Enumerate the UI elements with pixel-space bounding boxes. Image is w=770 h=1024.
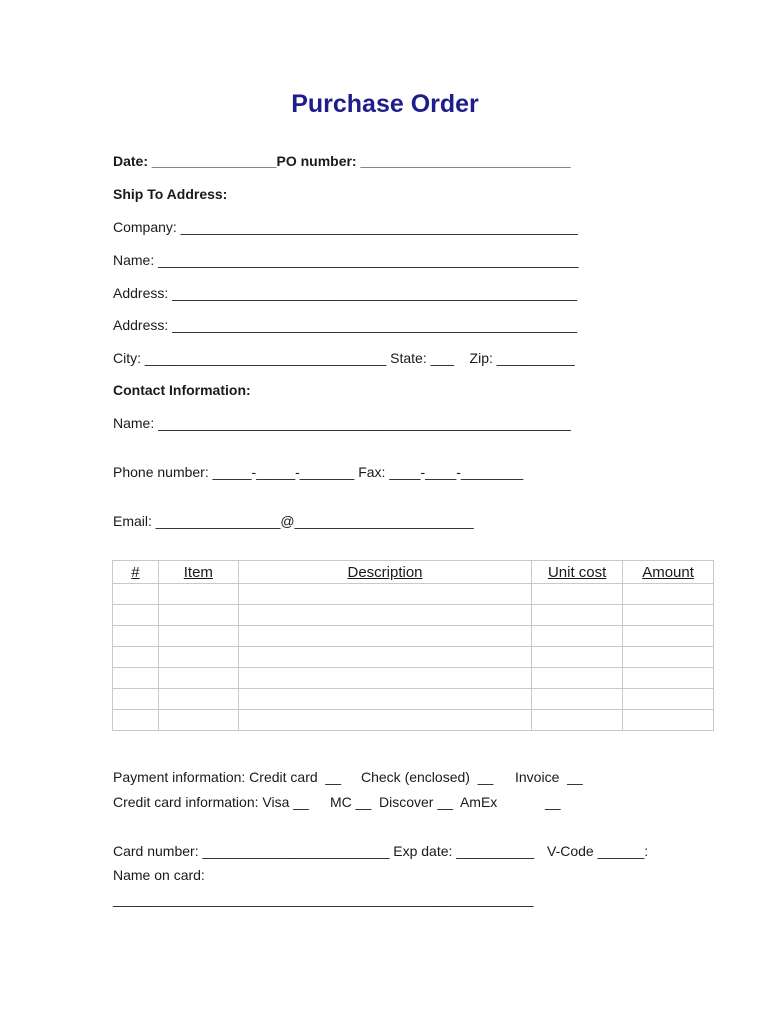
table-cell (238, 689, 531, 710)
table-row (113, 605, 714, 626)
table-cell (623, 605, 714, 626)
date-po-line: Date: ________________PO number: ___________________________ (113, 153, 571, 169)
ship-address1-line: Address: ____________________________________________________ (113, 285, 578, 301)
column-header-number: # (113, 561, 159, 584)
ship-to-heading: Ship To Address: (113, 186, 228, 202)
table-cell (113, 584, 159, 605)
ship-city-state-zip-line: City: _______________________________ State: ___ Zip: __________ (113, 350, 575, 366)
table-row (113, 584, 714, 605)
table-cell (623, 668, 714, 689)
table-cell (113, 605, 159, 626)
column-header-description: Description (238, 561, 531, 584)
name-on-card-line: ______________________________________________________ (113, 891, 534, 907)
contact-heading: Contact Information: (113, 382, 251, 398)
payment-method-credit-card: Payment information: Credit card __ (113, 769, 341, 785)
table-cell (532, 668, 623, 689)
table-row (113, 689, 714, 710)
document-title: Purchase Order (291, 90, 479, 118)
table-cell (623, 710, 714, 731)
table-row (113, 647, 714, 668)
table-cell (238, 605, 531, 626)
table-cell (158, 668, 238, 689)
table-cell (623, 626, 714, 647)
table-cell (113, 689, 159, 710)
table-cell (158, 584, 238, 605)
table-cell (623, 689, 714, 710)
table-cell (158, 626, 238, 647)
table-cell (158, 605, 238, 626)
table-cell (238, 626, 531, 647)
table-cell (532, 605, 623, 626)
table-cell (113, 710, 159, 731)
table-cell (158, 647, 238, 668)
table-cell (113, 626, 159, 647)
table-cell (158, 710, 238, 731)
table-cell (238, 710, 531, 731)
column-header-amount: Amount (623, 561, 714, 584)
table-cell (158, 689, 238, 710)
column-header-unit-cost: Unit cost (532, 561, 623, 584)
ship-company-line: Company: ___________________________________________________ (113, 219, 578, 235)
table-cell (532, 626, 623, 647)
table-row (113, 710, 714, 731)
card-type-visa: Credit card information: Visa __ (113, 794, 309, 810)
contact-phone-fax-line: Phone number: _____-_____-_______ Fax: ____-____-________ (113, 464, 524, 480)
table-cell (238, 668, 531, 689)
payment-method-check: Check (enclosed) __ (361, 769, 494, 785)
table-cell (623, 647, 714, 668)
order-items-table (112, 560, 714, 731)
table-cell (113, 647, 159, 668)
table-cell (113, 668, 159, 689)
table-cell (532, 710, 623, 731)
contact-name-line: Name: _____________________________________________________ (113, 415, 571, 431)
card-type-mc-discover-amex: MC __ Discover __ AmEx (330, 794, 498, 810)
ship-address2-line: Address: ____________________________________________________ (113, 317, 578, 333)
table-cell (532, 647, 623, 668)
table-cell (238, 584, 531, 605)
name-on-card-label: Name on card: (113, 867, 205, 883)
table-cell (532, 584, 623, 605)
table-cell (532, 689, 623, 710)
contact-email-line: Email: ________________@_______________________ (113, 513, 474, 529)
payment-method-invoice: Invoice __ (515, 769, 583, 785)
column-header-item: Item (158, 561, 238, 584)
table-row (113, 626, 714, 647)
table-row (113, 668, 714, 689)
table-cell (623, 584, 714, 605)
ship-name-line: Name: ______________________________________________________ (113, 252, 579, 268)
table-header-row (113, 561, 714, 584)
vcode-line: V-Code ______: (547, 843, 649, 859)
card-type-amex-blank: __ (545, 794, 561, 810)
table-cell (238, 647, 531, 668)
card-number-exp-line: Card number: ________________________ Exp date: __________ (113, 843, 535, 859)
